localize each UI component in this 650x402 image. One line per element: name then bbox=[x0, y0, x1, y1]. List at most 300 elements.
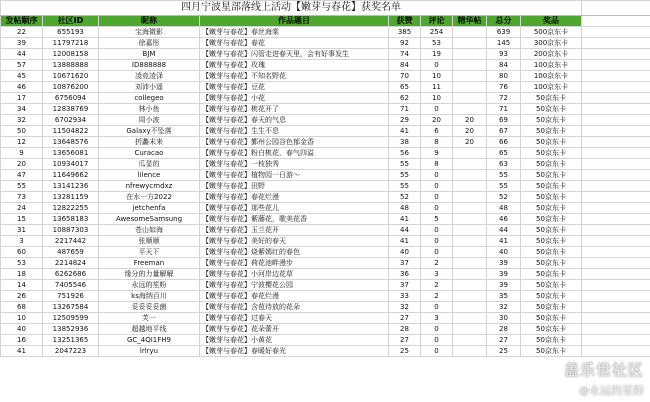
cell-nickname[interactable]: 张顺顺 bbox=[99, 236, 200, 247]
cell-post-order[interactable]: 41 bbox=[1, 346, 43, 357]
cell-likes[interactable]: 44 bbox=[389, 225, 421, 236]
cell-nickname[interactable]: 徐嘉彤 bbox=[99, 38, 200, 49]
cell-total-score[interactable]: 639 bbox=[487, 27, 521, 38]
cell-total-score[interactable]: 44 bbox=[487, 225, 521, 236]
cell-total-score[interactable]: 84 bbox=[487, 60, 521, 71]
cell-featured[interactable] bbox=[453, 335, 487, 346]
cell-post-order[interactable]: 53 bbox=[1, 258, 43, 269]
cell-featured[interactable] bbox=[453, 247, 487, 258]
cell-prize[interactable]: 50京东卡 bbox=[521, 280, 582, 291]
header-post-order[interactable]: 发帖顺序 bbox=[1, 16, 43, 27]
cell-comments[interactable]: 8 bbox=[421, 137, 453, 148]
cell-total-score[interactable]: 39 bbox=[487, 258, 521, 269]
cell-nickname[interactable]: 宝海微影 bbox=[99, 27, 200, 38]
cell-community-id[interactable]: 11649662 bbox=[43, 170, 99, 181]
cell-post-order[interactable]: 68 bbox=[1, 302, 43, 313]
cell-post-order[interactable]: 20 bbox=[1, 159, 43, 170]
cell-post-order[interactable]: 10 bbox=[1, 313, 43, 324]
cell-total-score[interactable]: 65 bbox=[487, 148, 521, 159]
cell-likes[interactable]: 55 bbox=[389, 159, 421, 170]
table-row bbox=[1, 93, 650, 104]
cell-featured[interactable] bbox=[453, 302, 487, 313]
cell-comments[interactable]: 0 bbox=[421, 335, 453, 346]
cell-featured[interactable] bbox=[453, 324, 487, 335]
cell-community-id[interactable]: 10934017 bbox=[43, 159, 99, 170]
cell-work-title[interactable]: 【嫩芽与春花】玉兰花开 bbox=[200, 225, 389, 236]
cell-nickname[interactable]: 周小波 bbox=[99, 115, 200, 126]
cell-nickname[interactable]: Curacao bbox=[99, 148, 200, 159]
cell-comments[interactable]: 0 bbox=[421, 104, 453, 115]
cell-total-score[interactable]: 72 bbox=[487, 93, 521, 104]
cell-total-score[interactable]: 71 bbox=[487, 104, 521, 115]
cell-prize[interactable]: 50京东卡 bbox=[521, 104, 582, 115]
cell-featured[interactable] bbox=[453, 71, 487, 82]
cell-likes[interactable]: 52 bbox=[389, 192, 421, 203]
cell-community-id[interactable]: 12838769 bbox=[43, 104, 99, 115]
cell-comments[interactable]: 8 bbox=[421, 159, 453, 170]
cell-nickname[interactable]: 永远的笙粉 bbox=[99, 280, 200, 291]
cell-featured[interactable] bbox=[453, 269, 487, 280]
cell-prize[interactable]: 50京东卡 bbox=[521, 269, 582, 280]
cell-likes[interactable]: 33 bbox=[389, 291, 421, 302]
cell-community-id[interactable]: 11797218 bbox=[43, 38, 99, 49]
cell-comments[interactable]: 0 bbox=[421, 225, 453, 236]
cell-prize[interactable]: 50京东卡 bbox=[521, 302, 582, 313]
cell-post-order[interactable]: 57 bbox=[1, 60, 43, 71]
cell-likes[interactable]: 32 bbox=[389, 302, 421, 313]
cell-nickname[interactable]: collegeo bbox=[99, 93, 200, 104]
table-row bbox=[1, 192, 650, 203]
cell-post-order[interactable]: 46 bbox=[1, 82, 43, 93]
cell-work-title[interactable]: 【嫩芽与春花】小黄花 bbox=[200, 335, 389, 346]
cell-community-id[interactable]: 12509599 bbox=[43, 313, 99, 324]
cell-likes[interactable]: 28 bbox=[389, 324, 421, 335]
cell-post-order[interactable]: 44 bbox=[1, 49, 43, 60]
cell-post-order[interactable]: 39 bbox=[1, 38, 43, 49]
cell-prize[interactable]: 50京东卡 bbox=[521, 148, 582, 159]
cell-likes[interactable]: 71 bbox=[389, 104, 421, 115]
cell-prize[interactable]: 50京东卡 bbox=[521, 203, 582, 214]
cell-community-id[interactable]: 7405546 bbox=[43, 280, 99, 291]
cell-community-id[interactable]: 6756094 bbox=[43, 93, 99, 104]
cell-post-order[interactable]: 32 bbox=[1, 115, 43, 126]
cell-work-title[interactable]: 【嫩芽与春花】春花烂漫 bbox=[200, 291, 389, 302]
cell-nickname[interactable]: 超越地平线 bbox=[99, 324, 200, 335]
cell-work-title[interactable]: 【嫩芽与春花】小河岸边花草 bbox=[200, 269, 389, 280]
cell-work-title[interactable]: 【嫩芽与春花】生生不息 bbox=[200, 126, 389, 137]
cell-community-id[interactable]: 655193 bbox=[43, 27, 99, 38]
cell-nickname[interactable]: jetchenfa bbox=[99, 203, 200, 214]
table-row bbox=[1, 236, 650, 247]
cell-total-score[interactable]: 28 bbox=[487, 324, 521, 335]
cell-work-title[interactable]: 【嫩芽与春花】春花 bbox=[200, 38, 389, 49]
cell-nickname[interactable]: 芙一 bbox=[99, 313, 200, 324]
cell-total-score[interactable]: 39 bbox=[487, 280, 521, 291]
cell-featured[interactable] bbox=[453, 104, 487, 115]
cell-post-order[interactable]: 3 bbox=[1, 236, 43, 247]
sheet-title: 四月宁波星部落线上活动【嫩芽与春花】获奖名单 bbox=[1, 1, 582, 16]
cell-post-order[interactable]: 73 bbox=[1, 192, 43, 203]
cell-work-title[interactable]: 【嫩芽与春花】烧紫嫣红的春色 bbox=[200, 247, 389, 258]
table-row bbox=[1, 258, 650, 269]
cell-prize[interactable]: 500京东卡 bbox=[521, 27, 582, 38]
cell-prize[interactable]: 50京东卡 bbox=[521, 93, 582, 104]
cell-likes[interactable]: 25 bbox=[389, 346, 421, 357]
table-row bbox=[1, 71, 650, 82]
cell-prize[interactable]: 50京东卡 bbox=[521, 335, 582, 346]
table-row bbox=[1, 346, 650, 357]
cell-featured[interactable] bbox=[453, 291, 487, 302]
cell-prize[interactable]: 50京东卡 bbox=[521, 346, 582, 357]
cell-likes[interactable]: 55 bbox=[389, 170, 421, 181]
cell-prize[interactable]: 50京东卡 bbox=[521, 291, 582, 302]
cell-likes[interactable]: 74 bbox=[389, 49, 421, 60]
cell-nickname[interactable]: lrlryu bbox=[99, 346, 200, 357]
table-row bbox=[1, 170, 650, 181]
cell-work-title[interactable]: 【嫩芽与春花】含苞待放的花朵 bbox=[200, 302, 389, 313]
cell-nickname[interactable]: lilence bbox=[99, 170, 200, 181]
cell-comments[interactable]: 6 bbox=[421, 126, 453, 137]
cell-community-id[interactable]: 10671620 bbox=[43, 71, 99, 82]
cell-prize[interactable]: 50京东卡 bbox=[521, 159, 582, 170]
cell-nickname[interactable]: BJM bbox=[99, 49, 200, 60]
cell-community-id[interactable]: 13251365 bbox=[43, 335, 99, 346]
cell-featured[interactable] bbox=[453, 38, 487, 49]
cell-post-order[interactable]: 34 bbox=[1, 104, 43, 115]
cell-comments[interactable]: 2 bbox=[421, 291, 453, 302]
cell-nickname[interactable]: Freeman bbox=[99, 258, 200, 269]
cell-comments[interactable]: 0 bbox=[421, 302, 453, 313]
header-likes[interactable]: 获赞 bbox=[389, 16, 421, 27]
cell-prize[interactable]: 100京东卡 bbox=[521, 82, 582, 93]
cell-prize[interactable]: 50京东卡 bbox=[521, 137, 582, 148]
cell-comments[interactable]: 11 bbox=[421, 82, 453, 93]
cell-community-id[interactable]: 10887303 bbox=[43, 225, 99, 236]
cell-likes[interactable]: 62 bbox=[389, 93, 421, 104]
cell-comments[interactable]: 3 bbox=[421, 313, 453, 324]
cell-comments[interactable]: 0 bbox=[421, 324, 453, 335]
cell-total-score[interactable]: 69 bbox=[487, 115, 521, 126]
table-row bbox=[1, 60, 650, 71]
table-row bbox=[1, 49, 650, 60]
cell-work-title[interactable]: 【嫩芽与春花】美好的春天 bbox=[200, 236, 389, 247]
cell-post-order[interactable]: 15 bbox=[1, 214, 43, 225]
cell-community-id[interactable]: 751926 bbox=[43, 291, 99, 302]
cell-post-order[interactable]: 18 bbox=[1, 269, 43, 280]
cell-prize[interactable]: 50京东卡 bbox=[521, 258, 582, 269]
cell-nickname[interactable]: 凌竞凌泽 bbox=[99, 71, 200, 82]
cell-community-id[interactable]: 13267584 bbox=[43, 302, 99, 313]
cell-community-id[interactable]: 13888888 bbox=[43, 60, 99, 71]
cell-nickname[interactable]: nfrewycmdxz bbox=[99, 181, 200, 192]
cell-community-id[interactable]: 13141236 bbox=[43, 181, 99, 192]
cell-post-order[interactable]: 55 bbox=[1, 181, 43, 192]
cell-likes[interactable]: 38 bbox=[389, 137, 421, 148]
cell-community-id[interactable]: 6702934 bbox=[43, 115, 99, 126]
table-row bbox=[1, 269, 650, 280]
cell-comments[interactable]: 5 bbox=[421, 214, 453, 225]
cell-likes[interactable]: 70 bbox=[389, 71, 421, 82]
cell-total-score[interactable]: 32 bbox=[487, 302, 521, 313]
cell-total-score[interactable]: 52 bbox=[487, 192, 521, 203]
cell-prize[interactable]: 100京东卡 bbox=[521, 71, 582, 82]
cell-work-title[interactable]: 【嫩芽与春花】不知名野花 bbox=[200, 71, 389, 82]
cell-total-score[interactable]: 35 bbox=[487, 291, 521, 302]
cell-likes[interactable]: 41 bbox=[389, 214, 421, 225]
cell-post-order[interactable]: 17 bbox=[1, 93, 43, 104]
cell-comments[interactable]: 0 bbox=[421, 203, 453, 214]
cell-community-id[interactable]: 13648576 bbox=[43, 137, 99, 148]
cell-prize[interactable]: 200京东卡 bbox=[521, 49, 582, 60]
cell-comments[interactable]: 0 bbox=[421, 247, 453, 258]
watermark-brand: 盖乐世社区 bbox=[563, 361, 644, 379]
cell-total-score[interactable]: 80 bbox=[487, 71, 521, 82]
cell-nickname[interactable]: Galaxy不坠落 bbox=[99, 126, 200, 137]
cell-nickname[interactable]: ID888888 bbox=[99, 60, 200, 71]
table-row bbox=[1, 291, 650, 302]
cell-total-score[interactable]: 63 bbox=[487, 159, 521, 170]
cell-comments[interactable]: 53 bbox=[421, 38, 453, 49]
cell-likes[interactable]: 37 bbox=[389, 258, 421, 269]
cell-comments[interactable]: 9 bbox=[421, 148, 453, 159]
cell-work-title[interactable]: 【嫩芽与春花】紫藤花，歌美花香 bbox=[200, 214, 389, 225]
cell-featured[interactable] bbox=[453, 49, 487, 60]
cell-work-title[interactable]: 【嫩芽与春花】小花 bbox=[200, 93, 389, 104]
cell-featured[interactable] bbox=[453, 313, 487, 324]
cell-total-score[interactable]: 55 bbox=[487, 181, 521, 192]
cell-community-id[interactable]: 2214824 bbox=[43, 258, 99, 269]
cell-comments[interactable]: 0 bbox=[421, 346, 453, 357]
cell-work-title[interactable]: 【嫩芽与春花】粉白桃花，春气四溢 bbox=[200, 148, 389, 159]
cell-work-title[interactable]: 【嫩芽与春花】一枝独秀 bbox=[200, 159, 389, 170]
cell-post-order[interactable]: 47 bbox=[1, 170, 43, 181]
cell-prize[interactable]: 50京东卡 bbox=[521, 236, 582, 247]
cell-featured[interactable] bbox=[453, 148, 487, 159]
cell-nickname[interactable]: GC_4QI1FH9 bbox=[99, 335, 200, 346]
cell-prize[interactable]: 100京东卡 bbox=[521, 60, 582, 71]
cell-comments[interactable]: 19 bbox=[421, 49, 453, 60]
cell-likes[interactable]: 56 bbox=[389, 148, 421, 159]
cell-work-title[interactable]: 【嫩芽与春花】玫瑰 bbox=[200, 60, 389, 71]
cell-total-score[interactable]: 66 bbox=[487, 137, 521, 148]
cell-post-order[interactable]: 45 bbox=[1, 71, 43, 82]
cell-prize[interactable]: 50京东卡 bbox=[521, 225, 582, 236]
cell-community-id[interactable]: 13852936 bbox=[43, 324, 99, 335]
cell-comments[interactable]: 10 bbox=[421, 71, 453, 82]
cell-work-title[interactable]: 【嫩芽与春花】豆花 bbox=[200, 82, 389, 93]
cell-likes[interactable]: 385 bbox=[389, 27, 421, 38]
table-row bbox=[1, 27, 650, 38]
cell-work-title[interactable]: 【嫩芽与春花】春花烂漫 bbox=[200, 192, 389, 203]
cell-comments[interactable]: 2 bbox=[421, 258, 453, 269]
cell-likes[interactable]: 84 bbox=[389, 60, 421, 71]
cell-work-title[interactable]: 【嫩芽与春花】宁波樱花公园 bbox=[200, 280, 389, 291]
cell-nickname[interactable]: 妥妥妥妥菌 bbox=[99, 302, 200, 313]
cell-post-order[interactable]: 16 bbox=[1, 335, 43, 346]
cell-comments[interactable]: 0 bbox=[421, 170, 453, 181]
cell-prize[interactable]: 50京东卡 bbox=[521, 115, 582, 126]
cell-community-id[interactable]: 10876200 bbox=[43, 82, 99, 93]
cell-nickname[interactable]: 在水一方2022 bbox=[99, 192, 200, 203]
cell-prize[interactable]: 50京东卡 bbox=[521, 126, 582, 137]
cell-community-id[interactable]: 12822255 bbox=[43, 203, 99, 214]
cell-nickname[interactable]: 刘沛小遥 bbox=[99, 82, 200, 93]
watermark bbox=[564, 359, 644, 398]
cell-featured[interactable] bbox=[453, 214, 487, 225]
cell-work-title[interactable]: 【嫩芽与春花】花朵蕾开 bbox=[200, 324, 389, 335]
cell-likes[interactable]: 36 bbox=[389, 269, 421, 280]
cell-community-id[interactable]: 11504822 bbox=[43, 126, 99, 137]
table-row bbox=[1, 247, 650, 258]
cell-likes[interactable]: 41 bbox=[389, 126, 421, 137]
cell-likes[interactable]: 40 bbox=[389, 247, 421, 258]
cell-work-title[interactable]: 【嫩芽与春花】过春天 bbox=[200, 313, 389, 324]
cell-post-order[interactable]: 24 bbox=[1, 203, 43, 214]
cell-likes[interactable]: 65 bbox=[389, 82, 421, 93]
table-body bbox=[1, 27, 650, 357]
cell-prize[interactable]: 50京东卡 bbox=[521, 324, 582, 335]
cell-work-title[interactable]: 【嫩芽与春花】鄞州公园谷色郁金香 bbox=[200, 137, 389, 148]
cell-prize[interactable]: 50京东卡 bbox=[521, 192, 582, 203]
cell-likes[interactable]: 29 bbox=[389, 115, 421, 126]
cell-comments[interactable]: 254 bbox=[421, 27, 453, 38]
cell-work-title[interactable]: 【嫩芽与春花】植物园一日游～ bbox=[200, 170, 389, 181]
cell-community-id[interactable]: 13658183 bbox=[43, 214, 99, 225]
cell-nickname[interactable]: 林小鱼 bbox=[99, 104, 200, 115]
cell-total-score[interactable]: 93 bbox=[487, 49, 521, 60]
cell-featured[interactable] bbox=[453, 60, 487, 71]
cell-likes[interactable]: 27 bbox=[389, 335, 421, 346]
cell-likes[interactable]: 41 bbox=[389, 236, 421, 247]
cell-comments[interactable]: 20 bbox=[421, 115, 453, 126]
cell-community-id[interactable]: 12008158 bbox=[43, 49, 99, 60]
cell-total-score[interactable]: 48 bbox=[487, 203, 521, 214]
cell-post-order[interactable]: 60 bbox=[1, 247, 43, 258]
cell-total-score[interactable]: 46 bbox=[487, 214, 521, 225]
cell-featured[interactable] bbox=[453, 258, 487, 269]
cell-total-score[interactable]: 41 bbox=[487, 236, 521, 247]
cell-likes[interactable]: 37 bbox=[389, 280, 421, 291]
cell-post-order[interactable]: 50 bbox=[1, 126, 43, 137]
cell-featured[interactable]: 20 bbox=[453, 137, 487, 148]
cell-post-order[interactable]: 14 bbox=[1, 280, 43, 291]
cell-work-title[interactable]: 【嫩芽与春花】春天的气息 bbox=[200, 115, 389, 126]
header-nickname[interactable]: 昵称 bbox=[99, 16, 200, 27]
cell-comments[interactable]: 3 bbox=[421, 269, 453, 280]
cell-community-id[interactable]: 487659 bbox=[43, 247, 99, 258]
cell-featured[interactable] bbox=[453, 27, 487, 38]
cell-prize[interactable]: 50京东卡 bbox=[521, 170, 582, 181]
cell-work-title[interactable]: 【嫩芽与春花】荷花池畔漫步 bbox=[200, 258, 389, 269]
cell-nickname[interactable]: 瓜显的 bbox=[99, 159, 200, 170]
cell-community-id[interactable]: 2047223 bbox=[43, 346, 99, 357]
cell-comments[interactable]: 0 bbox=[421, 192, 453, 203]
cell-prize[interactable]: 50京东卡 bbox=[521, 313, 582, 324]
cell-community-id[interactable]: 2217442 bbox=[43, 236, 99, 247]
cell-work-title[interactable]: 【嫩芽与春花】春丝海棠 bbox=[200, 27, 389, 38]
cell-post-order[interactable]: 40 bbox=[1, 324, 43, 335]
cell-post-order[interactable]: 22 bbox=[1, 27, 43, 38]
cell-comments[interactable]: 10 bbox=[421, 93, 453, 104]
cell-prize[interactable]: 50京东卡 bbox=[521, 247, 582, 258]
cell-likes[interactable]: 27 bbox=[389, 313, 421, 324]
cell-featured[interactable] bbox=[453, 93, 487, 104]
cell-likes[interactable]: 48 bbox=[389, 203, 421, 214]
cell-total-score[interactable]: 27 bbox=[487, 335, 521, 346]
cell-featured[interactable] bbox=[453, 346, 487, 357]
cell-featured[interactable] bbox=[453, 82, 487, 93]
cell-featured[interactable] bbox=[453, 280, 487, 291]
cell-post-order[interactable]: 12 bbox=[1, 137, 43, 148]
cell-nickname[interactable]: 折蠡未来 bbox=[99, 137, 200, 148]
cell-featured[interactable] bbox=[453, 170, 487, 181]
cell-featured[interactable] bbox=[453, 236, 487, 247]
cell-total-score[interactable]: 40 bbox=[487, 247, 521, 258]
table-row bbox=[1, 214, 650, 225]
table-row bbox=[1, 302, 650, 313]
cell-post-order[interactable]: 31 bbox=[1, 225, 43, 236]
cell-total-score[interactable]: 55 bbox=[487, 170, 521, 181]
cell-comments[interactable]: 0 bbox=[421, 181, 453, 192]
header-prize[interactable]: 奖品 bbox=[521, 16, 582, 27]
cell-featured[interactable]: 20 bbox=[453, 126, 487, 137]
cell-comments[interactable]: 0 bbox=[421, 236, 453, 247]
cell-prize[interactable]: 50京东卡 bbox=[521, 214, 582, 225]
cell-featured[interactable]: 20 bbox=[453, 115, 487, 126]
cell-post-order[interactable]: 26 bbox=[1, 291, 43, 302]
cell-work-title[interactable]: 【嫩芽与春花】桃花开了 bbox=[200, 104, 389, 115]
cell-total-score[interactable]: 39 bbox=[487, 269, 521, 280]
header-total-score[interactable]: 总分 bbox=[487, 16, 521, 27]
cell-work-title[interactable]: 【嫩芽与春花】春暖好春光 bbox=[200, 346, 389, 357]
header-work-title[interactable]: 作品题目 bbox=[200, 16, 389, 27]
cell-comments[interactable]: 2 bbox=[421, 280, 453, 291]
cell-nickname[interactable]: 苍山如海 bbox=[99, 225, 200, 236]
cell-work-title[interactable]: 【嫩芽与春花】闪管走进春天里，会有好事发生 bbox=[200, 49, 389, 60]
table-row bbox=[1, 104, 650, 115]
cell-community-id[interactable]: 6262686 bbox=[43, 269, 99, 280]
cell-prize[interactable]: 300京东卡 bbox=[521, 38, 582, 49]
cell-featured[interactable] bbox=[453, 203, 487, 214]
cell-featured[interactable] bbox=[453, 225, 487, 236]
cell-total-score[interactable]: 76 bbox=[487, 82, 521, 93]
cell-post-order[interactable]: 9 bbox=[1, 148, 43, 159]
cell-featured[interactable] bbox=[453, 181, 487, 192]
table-row bbox=[1, 335, 650, 346]
header-community-id[interactable]: 社区ID bbox=[43, 16, 99, 27]
cell-featured[interactable] bbox=[453, 159, 487, 170]
cell-total-score[interactable]: 145 bbox=[487, 38, 521, 49]
cell-community-id[interactable]: 13281159 bbox=[43, 192, 99, 203]
cell-community-id[interactable]: 13656081 bbox=[43, 148, 99, 159]
cell-total-score[interactable]: 30 bbox=[487, 313, 521, 324]
cell-work-title[interactable]: 【嫩芽与春花】那些花儿 bbox=[200, 203, 389, 214]
header-featured[interactable]: 精华帖 bbox=[453, 16, 487, 27]
cell-likes[interactable]: 55 bbox=[389, 181, 421, 192]
cell-comments[interactable]: 0 bbox=[421, 60, 453, 71]
cell-prize[interactable]: 50京东卡 bbox=[521, 181, 582, 192]
cell-featured[interactable] bbox=[453, 192, 487, 203]
cell-work-title[interactable]: 【嫩芽与春花】田野 bbox=[200, 181, 389, 192]
header-comments[interactable]: 评论 bbox=[421, 16, 453, 27]
cell-nickname[interactable]: ks海纳百川 bbox=[99, 291, 200, 302]
cell-total-score[interactable]: 67 bbox=[487, 126, 521, 137]
cell-nickname[interactable]: 缘分的力量解解 bbox=[99, 269, 200, 280]
cell-nickname[interactable]: AwesomeSamsung bbox=[99, 214, 200, 225]
cell-total-score[interactable]: 25 bbox=[487, 346, 521, 357]
cell-likes[interactable]: 92 bbox=[389, 38, 421, 49]
cell-nickname[interactable]: 平天下 bbox=[99, 247, 200, 258]
